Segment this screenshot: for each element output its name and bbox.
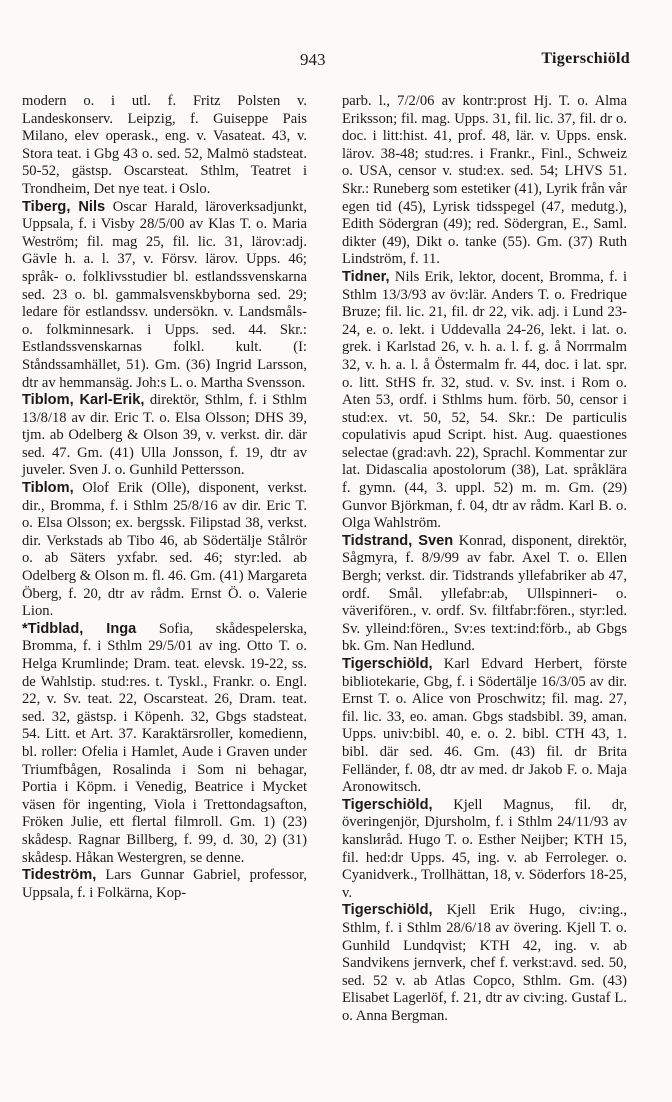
entry-head: Tigerschiöld, bbox=[342, 656, 433, 672]
entry bbox=[22, 621, 307, 867]
entry bbox=[22, 93, 307, 199]
entry-text: Oscar Harald, läroverksadjunkt, Uppsala, f. i Visby 28/5/00 av Klas T. o. Maria Weström; fil. mag 25, fil. lic. 31, lärov:adj. Gävle h. a. l. 37, v. Försv. lärov. Upps. 46; språk- o. folklivsstudier bl. estlandssvenskarna sed. 23 o. bl. gammalsvenskbyborna sed. 29; ledare för estlandssv. undersökn. v. Landsmåls- o. folkminnesark. i Upps. sed. 44. Skr.: Estlandssvenskarnas folkl. kult. (I: Ståndssamhället, 51). Gm. (36) Ingrid Larsson, dtr av hemmansäg. Joh:s L. o. Martha Svensson. bbox=[22, 198, 307, 391]
entry-text: Kjell Erik Hugo, civ:ing., Sthlm, f. i Sthlm 28/6/18 av övering. Kjell T. o. Gunhild Lundqvist; KTH 42, ing. v. ab Sandvikens jernverk, chef f. verkst:avd. sed. 50, sed. 52 v. ab Atlas Copco, Sthlm. Gm. (43) Elisabet Lagerlöf, f. 21, dtr av civ:ing. Gustaf L. o. Anna Bergman. bbox=[342, 902, 627, 1024]
entry-text: Konrad, disponent, direktör, Sågmyra, f. 8/9/99 av fabr. Axel T. o. Ellen Bergh; verkst. dir. Tidstrands yllefabriker ab 47, ordf. Smål. yllefabr:ab, Ullspinneri- o. väverifören., v. ordf. Sv. filtfabr:fören., styr:led. Sv. ylleind:fören., Sv:es text:ind:förb., ab Gbgs bk. Gm. Nan Hedlund. bbox=[342, 532, 627, 655]
entry-head: Tidstrand, Sven bbox=[342, 532, 454, 549]
entry bbox=[342, 533, 627, 656]
entry-text: Olof Erik (Olle), disponent, verkst. dir., Bromma, f. i Sthlm 25/8/16 av dir. Eric T. o. Elsa Olsson; ex. bergssk. Filipstad 38, verkst. dir. Verkstads ab Tibo 46, ab Södertälje Stålrör o. ab Säters yxfabr. sed. 46; styr:led. ab Odelberg & Olson m. fl. 46. Gm. (41) Margareta Öberg, f. 20, dtr av rådm. Ernst Ö. o. Valerie Lion. bbox=[22, 480, 307, 620]
left-column bbox=[22, 93, 307, 902]
entry bbox=[22, 199, 307, 393]
entry-head: *Tidblad, Inga bbox=[22, 620, 137, 637]
entry-text: direktör, Sthlm, f. i Sthlm 13/8/18 av dir. Eric T. o. Elsa Olsson; DHS 39, tjm. ab Odelberg & Olson 39, v. verkst. dir. där sed. 47. Gm. (41) Ulla Jonsson, f. 19, dtr av juveler. Sven J. o. Gunhild Pettersson. bbox=[22, 392, 307, 479]
entry-head: Tideström, bbox=[22, 867, 97, 884]
entry-head: Tigerschiöld, bbox=[342, 902, 433, 919]
page-number: 943 bbox=[300, 50, 326, 69]
entry-text: modern o. i utl. f. Fritz Polsten v. Landeskonserv. Leipzig, f. Guiseppe Pais Milano, elev operask., eng. v. Vasateat. 43, v. Stora teat. i Gbg 43 o. sed. 52, Malmö stadsteat. 50-52, gästsp. Oscarsteat. Sthlm, Teatret i Trondheim, Det nye teat. i Oslo. bbox=[22, 93, 307, 197]
entry-text: parb. l., 7/2/06 av kontr:prost Hj. T. o. Alma Eriksson; fil. mag. Upps. 31, fil. lic. 37, fil. dr o. doc. i litt:hist. 41, prof. 48, lär. v. Upps. ensk. lärov. 38-48; stud:res. i Frankr., Finl., Schweiz o. USA, censor v. stud:ex. sed. 54; LHVS 51. Skr.: Runeberg som estetiker (41), Lyrik från vår egen tid (45), Lyrisk tidsspegel (47, medutg.), Edith Södergran (49); red. Södergran, E., Saml. dikter (49), Dikt o. tanke (55). Gm. (37) Ruth Lindström, f. 11. bbox=[342, 93, 627, 268]
entry bbox=[342, 269, 627, 533]
entry-text: Nils Erik, lektor, docent, Bromma, f. i Sthlm 13/3/93 av öv:lär. Anders T. o. Fredrique Bruze; fil. lic. 21, fil. dr 22, vik. adj. i Lund 23-24, e. o. lekt. i Uddevalla 24-26, lekt. i lat. o. grek. i Karlstad 26, v. h. a. l. f. g. å Norrmalm 32, v. h. a. l. å Östermalm fr. 44, doc. i lat. spr. o. litt. StHS fr. 32, stud. v. Sv. inst. i Rom o. Aten 53, ordf. i Sthlms hum. förb. 50, censor i stud:ex. vt. 50, 52, 54. Skr.: De particulis copulativis apud Script. hist. Aug. quaestiones selectae (grad:avh. 22), Sprachl. Kommentar zur lat. Didascalia apostolorum (38), Lat. språklära f. gymn. (44, 3. uppl. 52) m. m. Gm. (29) Gunvor Björkman, f. 04, dtr av rådm. Karl B. o. Olga Wahlström. bbox=[342, 268, 627, 532]
entry-head: Tiblom, Karl-Erik, bbox=[22, 392, 145, 409]
running-head: Tigerschiöld bbox=[541, 50, 630, 67]
entry-head: Tidner, bbox=[342, 268, 390, 285]
entry bbox=[342, 656, 627, 797]
entry-text: Lars Gunnar Gabriel, professor, Uppsala, f. i Folkärna, Kop- bbox=[22, 867, 307, 901]
entry bbox=[22, 867, 307, 902]
entry-head: Tiberg, Nils bbox=[22, 198, 106, 215]
right-column bbox=[342, 93, 627, 1025]
entry-head: Tiblom, bbox=[22, 480, 74, 497]
entry bbox=[342, 902, 627, 1025]
entry bbox=[342, 93, 627, 269]
entry-text: Karl Edvard Herbert, förste bibliotekarie, Gbg, f. i Södertälje 16/3/05 av dir. Ernst T. o. Alice von Proschwitz; fil. mag. 27, fil. lic. 33, eo. aman. Gbgs stadsbibl. 39, aman. Upps. univ:bibl. 40, e. o. 2. bibl. CTH 43, 1. bibl. där sed. 46. Gm. (43) fil. dr Brita Felländer, f. 08, dtr av med. dr Jakob F. o. Maja Aronowitsch. bbox=[342, 656, 627, 796]
entry-head: Tigerschiöld, bbox=[342, 796, 433, 813]
entry bbox=[342, 797, 627, 903]
entry bbox=[22, 480, 307, 621]
entry-text: Kjell Magnus, fil. dr, överingenjör, Djursholm, f. i Sthlm 24/11/93 av kanslиråd. Hugo T. o. Esther Neijber; KTH 15, fil. hed:dr Upps. 45, ing. v. ab Ferroleger. o. Cyanidverk., Trollhättan, 18, v. Söderfors 18-25, v. bbox=[342, 796, 627, 901]
entry bbox=[22, 392, 307, 480]
entry-text: Sofia, skådespelerska, Bromma, f. i Sthlm 29/5/01 av ing. Otto T. o. Helga Krumlinde; Dram. teat. elevsk. 19-22, ss. de Wahlstip. stud:res. t. Tyskl., Frankr. o. Engl. 22, v. Sv. teat. 22, Oscarsteat. 26, Dram. teat. sed. 32, gästsp. i Köpenh. 32, Gbgs stadsteat. 54. Litt. et Art. 37. Karaktärsroller, komedienn, bl. roller: Ofelia i Hamlet, Aude i Graven under Triumfbågen, Rosalinda i Som ni behagar, Portia i Köpm. i Venedig, Beatrice i Mycket väsen för ingenting, Viola i Trettondagsafton, Fröken Julie, ett flertal filmroll. Gm. 1) (23) skådesp. Ragnar Billberg, f. 99, d. 30, 2) (31) skådesp. Håkan Westergren, se denne. bbox=[22, 620, 307, 866]
